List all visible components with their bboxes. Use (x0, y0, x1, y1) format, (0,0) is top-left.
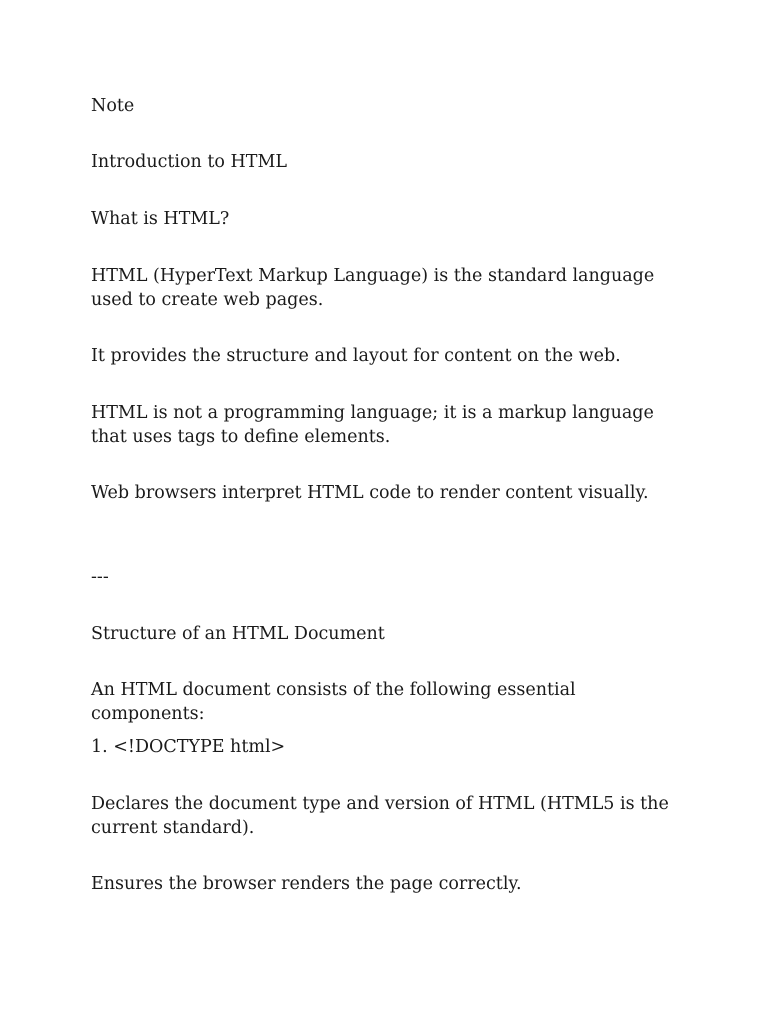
renders-correctly-paragraph: Ensures the browser renders the page correctly. (91, 874, 522, 894)
browsers-paragraph: Web browsers interpret HTML code to render content visually. (91, 483, 649, 503)
components-paragraph: An HTML document consists of the following essential components: (91, 680, 576, 724)
section-separator: --- (91, 567, 109, 587)
note-heading: Note (91, 96, 135, 116)
structure-layout-paragraph: It provides the structure and layout for content on the web. (91, 346, 621, 366)
doctype-list-item: 1. <!DOCTYPE html> (91, 737, 286, 757)
html-definition-paragraph: HTML (HyperText Markup Language) is the standard language used to create web pages. (91, 266, 655, 310)
what-is-html-heading: What is HTML? (91, 209, 230, 229)
doctype-description-paragraph: Declares the document type and version of HTML (HTML5 is the current standard). (91, 794, 669, 838)
markup-language-paragraph: HTML is not a programming language; it is a markup language that uses tags to define elements. (91, 403, 654, 447)
intro-heading: Introduction to HTML (91, 152, 287, 172)
structure-heading: Structure of an HTML Document (91, 624, 385, 644)
